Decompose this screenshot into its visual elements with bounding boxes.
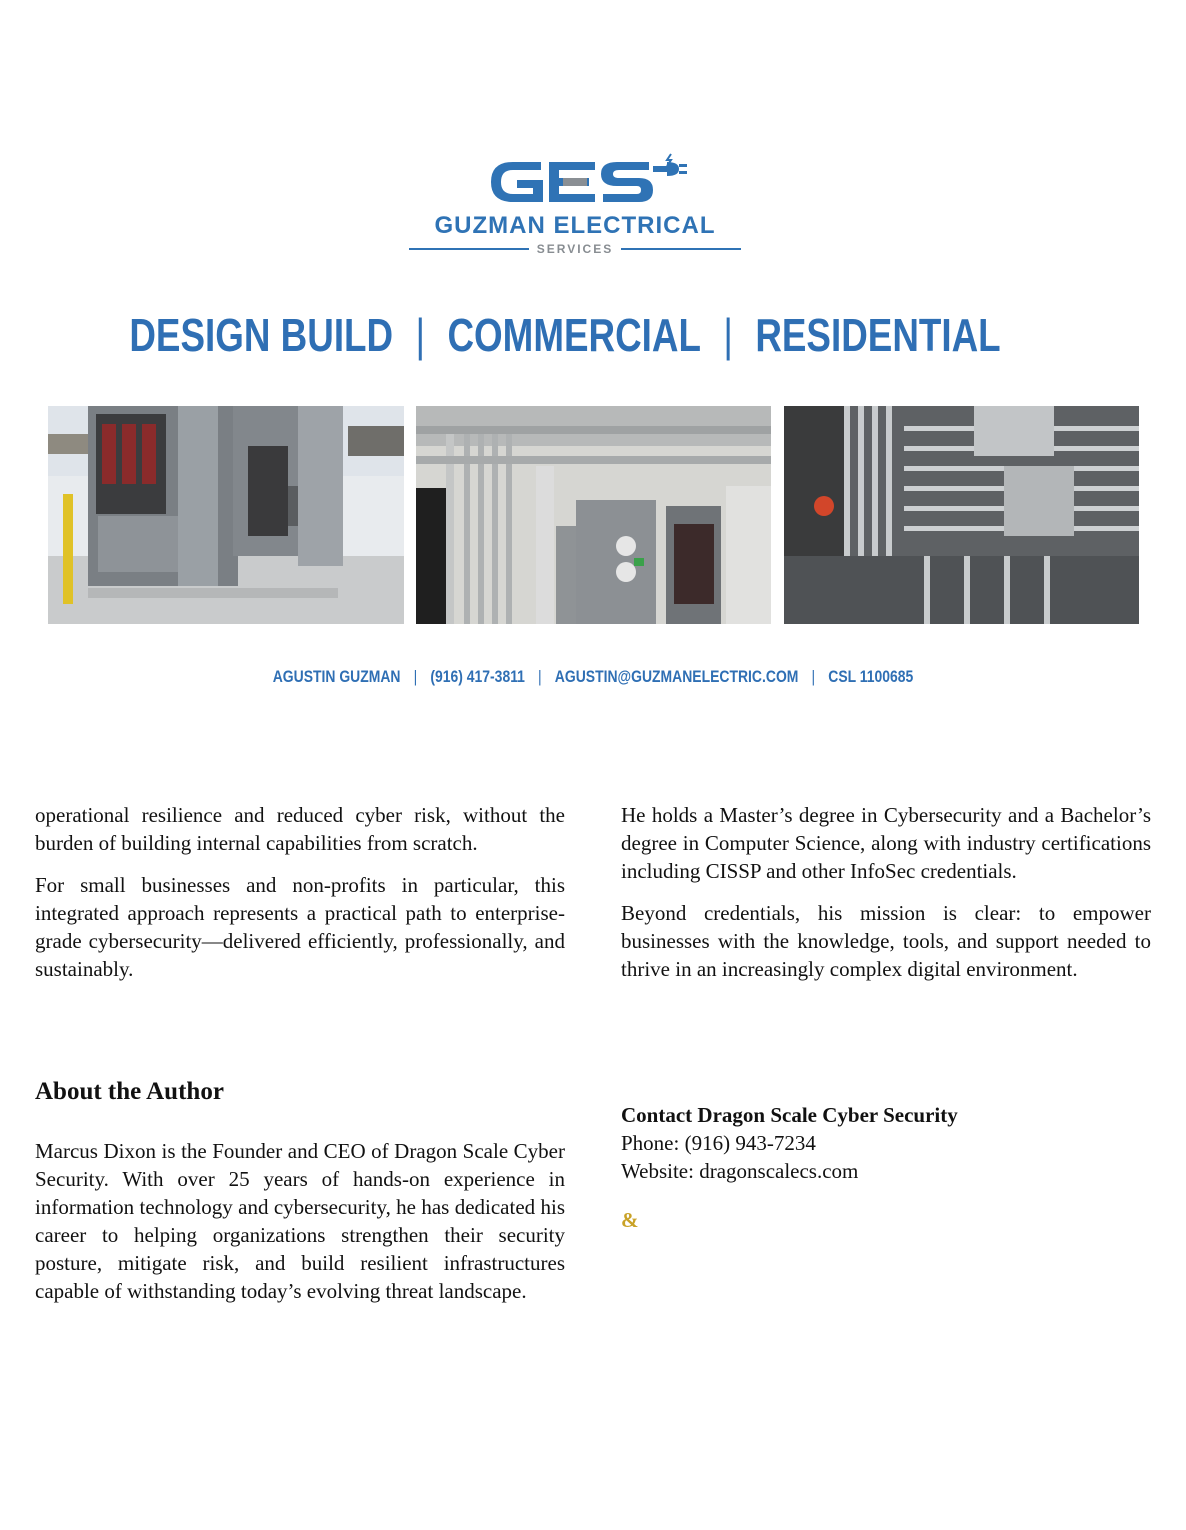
article-left-column bbox=[35, 801, 565, 997]
contact-license: CSL 1100685 bbox=[828, 667, 914, 686]
brand-sub: SERVICES bbox=[536, 242, 614, 256]
article-paragraph: Beyond credentials, his mission is clear: to empower businesses with the knowledge, tools, and support needed to thrive in an increasingly complex digital environment. bbox=[621, 901, 1151, 981]
article-right-column bbox=[621, 801, 1151, 997]
author-bio: Marcus Dixon is the Founder and CEO of Dragon Scale Cyber Security. With over 25 years of hands-on experience in information technology and cybersecurity, he has dedicated his career to helping organizations strengthen their security posture, mitigate risk, and build resilient infrastructures capable of withstanding today’s evolving threat landscape. bbox=[35, 1139, 565, 1303]
ampersand-mark: & bbox=[621, 1208, 639, 1232]
article-paragraph: operational resilience and reduced cyber risk, without the burden of building internal capabilities from scratch. bbox=[35, 803, 565, 855]
guzman-logo bbox=[405, 148, 745, 260]
contact-website-line: Website: dragonscalecs.com bbox=[621, 1159, 859, 1183]
services-separator: | bbox=[415, 309, 426, 361]
service-residential: RESIDENTIAL bbox=[755, 309, 1001, 361]
contact-separator: | bbox=[538, 667, 542, 686]
contact-phone: (916) 417-3811 bbox=[430, 667, 525, 686]
brand-name: GUZMAN ELECTRICAL bbox=[434, 212, 716, 239]
electrical-room-photo bbox=[416, 406, 771, 624]
brand-sub-row bbox=[409, 241, 741, 257]
contact-separator: | bbox=[811, 667, 816, 686]
service-design-build: DESIGN BUILD bbox=[129, 309, 394, 361]
brand-rule-left bbox=[409, 248, 529, 250]
services-banner bbox=[129, 300, 1001, 370]
services-separator: | bbox=[723, 309, 733, 361]
guzman-advertisement bbox=[0, 0, 1186, 720]
brand-rule-right bbox=[621, 248, 741, 250]
service-commercial: COMMERCIAL bbox=[447, 309, 701, 361]
contact-separator: | bbox=[413, 667, 418, 686]
contact-title: Contact Dragon Scale Cyber Security bbox=[621, 1103, 958, 1127]
contact-phone-line: Phone: (916) 943-7234 bbox=[621, 1131, 816, 1155]
guzman-contact-bar bbox=[272, 663, 914, 691]
switchgear-photo bbox=[48, 406, 404, 624]
article-paragraph: For small businesses and non-profits in particular, this integrated approach represents a practical path to enterprise-grade cybersecurity—delivered efficiently, professionally, and sustainably. bbox=[35, 873, 565, 981]
contact-email: AGUSTIN@GUZMANELECTRIC.COM bbox=[554, 667, 799, 686]
article-paragraph: He holds a Master’s degree in Cybersecurity and a Bachelor’s degree in Computer Science, along with industry certifications including CISSP and other InfoSec credentials. bbox=[621, 803, 1151, 883]
author-heading: About the Author bbox=[35, 1078, 224, 1105]
ges-logo-mark bbox=[405, 148, 745, 210]
contact-name: AGUSTIN GUZMAN bbox=[272, 667, 401, 686]
photo-strip bbox=[0, 406, 1186, 624]
dragon-scale-contact bbox=[621, 1101, 1151, 1185]
conduit-ceiling-photo bbox=[784, 406, 1139, 624]
